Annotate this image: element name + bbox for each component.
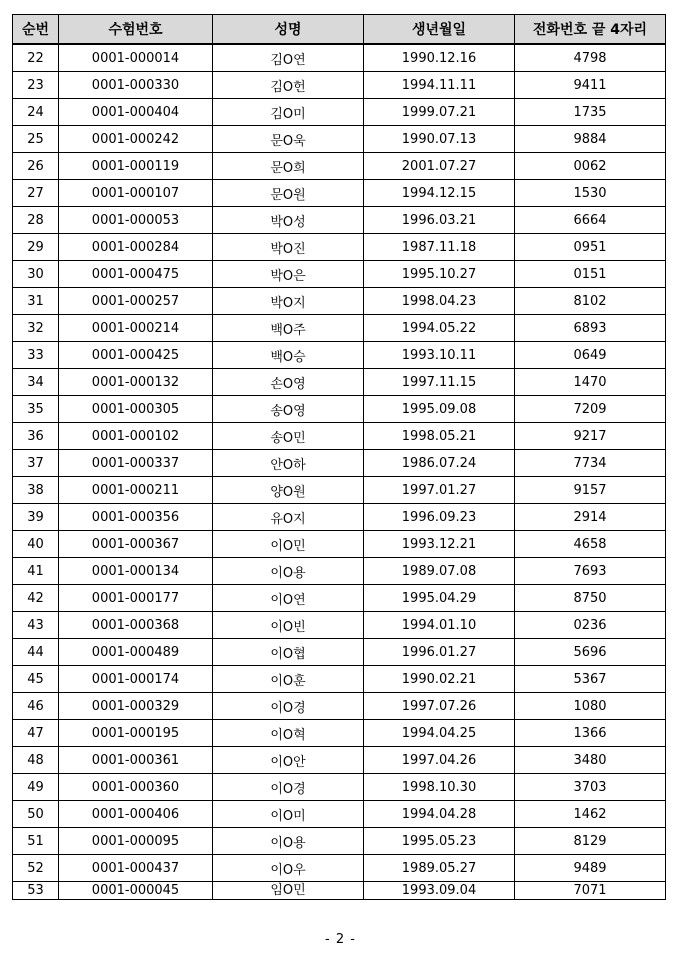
exam-number-cell: 0001-000195 (59, 720, 213, 747)
exam-number-cell: 0001-000107 (59, 180, 213, 207)
name-cell: 이O미 (213, 801, 364, 828)
birth-date-cell: 1994.01.10 (364, 612, 515, 639)
exam-number-cell: 0001-000257 (59, 288, 213, 315)
name-cell: 이O용 (213, 828, 364, 855)
exam-number-cell: 0001-000489 (59, 639, 213, 666)
header-seq: 순번 (13, 15, 59, 45)
birth-date-cell: 1994.05.22 (364, 315, 515, 342)
seq-cell: 39 (13, 504, 59, 531)
birth-date-cell: 1986.07.24 (364, 450, 515, 477)
seq-cell: 47 (13, 720, 59, 747)
table-row (13, 720, 666, 747)
exam-number-cell: 0001-000360 (59, 774, 213, 801)
phone-last4-cell: 8102 (515, 288, 666, 315)
birth-date-cell: 1990.07.13 (364, 126, 515, 153)
name-cell: 이O혁 (213, 720, 364, 747)
table-row (13, 801, 666, 828)
table-row (13, 450, 666, 477)
name-cell: 문O욱 (213, 126, 364, 153)
seq-cell: 37 (13, 450, 59, 477)
birth-date-cell: 1995.10.27 (364, 261, 515, 288)
name-cell: 김O연 (213, 44, 364, 72)
seq-cell: 46 (13, 693, 59, 720)
birth-date-cell: 1999.07.21 (364, 99, 515, 126)
applicant-roster-table (12, 14, 666, 900)
birth-date-cell: 1989.05.27 (364, 855, 515, 882)
exam-number-cell: 0001-000356 (59, 504, 213, 531)
name-cell: 박O은 (213, 261, 364, 288)
seq-cell: 45 (13, 666, 59, 693)
exam-number-cell: 0001-000425 (59, 342, 213, 369)
birth-date-cell: 1994.11.11 (364, 72, 515, 99)
phone-last4-cell: 9884 (515, 126, 666, 153)
seq-cell: 32 (13, 315, 59, 342)
exam-number-cell: 0001-000053 (59, 207, 213, 234)
birth-date-cell: 1987.11.18 (364, 234, 515, 261)
phone-last4-cell: 7734 (515, 450, 666, 477)
exam-number-cell: 0001-000475 (59, 261, 213, 288)
seq-cell: 35 (13, 396, 59, 423)
table-row (13, 504, 666, 531)
name-cell: 송O민 (213, 423, 364, 450)
page-number: - 2 - (325, 932, 356, 947)
seq-cell: 33 (13, 342, 59, 369)
phone-last4-cell: 1462 (515, 801, 666, 828)
seq-cell: 43 (13, 612, 59, 639)
seq-cell: 25 (13, 126, 59, 153)
table-row (13, 396, 666, 423)
seq-cell: 40 (13, 531, 59, 558)
birth-date-cell: 1998.10.30 (364, 774, 515, 801)
phone-last4-cell: 6893 (515, 315, 666, 342)
exam-number-cell: 0001-000337 (59, 450, 213, 477)
table-row (13, 342, 666, 369)
name-cell: 송O영 (213, 396, 364, 423)
exam-number-cell: 0001-000361 (59, 747, 213, 774)
name-cell: 이O경 (213, 774, 364, 801)
table-row (13, 423, 666, 450)
table-row (13, 693, 666, 720)
phone-last4-cell: 1735 (515, 99, 666, 126)
birth-date-cell: 1996.01.27 (364, 639, 515, 666)
name-cell: 안O하 (213, 450, 364, 477)
birth-date-cell: 1997.01.27 (364, 477, 515, 504)
name-cell: 이O협 (213, 639, 364, 666)
table-row (13, 666, 666, 693)
phone-last4-cell: 3703 (515, 774, 666, 801)
seq-cell: 24 (13, 99, 59, 126)
phone-last4-cell: 0151 (515, 261, 666, 288)
birth-date-cell: 1993.12.21 (364, 531, 515, 558)
name-cell: 이O훈 (213, 666, 364, 693)
phone-last4-cell: 0236 (515, 612, 666, 639)
header-exam-number: 수험번호 (59, 15, 213, 45)
phone-last4-cell: 5696 (515, 639, 666, 666)
table-row (13, 234, 666, 261)
name-cell: 이O민 (213, 531, 364, 558)
birth-date-cell: 1989.07.08 (364, 558, 515, 585)
exam-number-cell: 0001-000045 (59, 882, 213, 900)
name-cell: 임O민 (213, 882, 364, 900)
name-cell: 이O우 (213, 855, 364, 882)
exam-number-cell: 0001-000367 (59, 531, 213, 558)
name-cell: 손O영 (213, 369, 364, 396)
phone-last4-cell: 6664 (515, 207, 666, 234)
phone-last4-cell: 0951 (515, 234, 666, 261)
table-row (13, 99, 666, 126)
table-row (13, 585, 666, 612)
phone-last4-cell: 9411 (515, 72, 666, 99)
birth-date-cell: 1993.09.04 (364, 882, 515, 900)
table-row (13, 558, 666, 585)
birth-date-cell: 1990.12.16 (364, 44, 515, 72)
phone-last4-cell: 1470 (515, 369, 666, 396)
header-birth-date: 생년월일 (364, 15, 515, 45)
name-cell: 양O원 (213, 477, 364, 504)
table-row (13, 531, 666, 558)
birth-date-cell: 1994.04.28 (364, 801, 515, 828)
table-row (13, 72, 666, 99)
birth-date-cell: 2001.07.27 (364, 153, 515, 180)
phone-last4-cell: 4658 (515, 531, 666, 558)
header-row (13, 15, 666, 45)
seq-cell: 28 (13, 207, 59, 234)
table-row (13, 180, 666, 207)
birth-date-cell: 1998.05.21 (364, 423, 515, 450)
exam-number-cell: 0001-000368 (59, 612, 213, 639)
seq-cell: 26 (13, 153, 59, 180)
birth-date-cell: 1994.12.15 (364, 180, 515, 207)
birth-date-cell: 1996.09.23 (364, 504, 515, 531)
header-name: 성명 (213, 15, 364, 45)
birth-date-cell: 1990.02.21 (364, 666, 515, 693)
exam-number-cell: 0001-000406 (59, 801, 213, 828)
table-row (13, 612, 666, 639)
exam-number-cell: 0001-000174 (59, 666, 213, 693)
table-row (13, 315, 666, 342)
seq-cell: 41 (13, 558, 59, 585)
seq-cell: 49 (13, 774, 59, 801)
table-row (13, 288, 666, 315)
header-phone-last4: 전화번호 끝 4자리 (515, 15, 666, 45)
phone-last4-cell: 4798 (515, 44, 666, 72)
phone-last4-cell: 1080 (515, 693, 666, 720)
phone-last4-cell: 7693 (515, 558, 666, 585)
phone-last4-cell: 8129 (515, 828, 666, 855)
table-header (13, 15, 666, 45)
seq-cell: 52 (13, 855, 59, 882)
table-row (13, 855, 666, 882)
name-cell: 박O지 (213, 288, 364, 315)
name-cell: 이O빈 (213, 612, 364, 639)
exam-number-cell: 0001-000437 (59, 855, 213, 882)
seq-cell: 38 (13, 477, 59, 504)
seq-cell: 51 (13, 828, 59, 855)
birth-date-cell: 1994.04.25 (364, 720, 515, 747)
phone-last4-cell: 3480 (515, 747, 666, 774)
phone-last4-cell: 5367 (515, 666, 666, 693)
seq-cell: 44 (13, 639, 59, 666)
phone-last4-cell: 9157 (515, 477, 666, 504)
birth-date-cell: 1997.11.15 (364, 369, 515, 396)
seq-cell: 31 (13, 288, 59, 315)
exam-number-cell: 0001-000119 (59, 153, 213, 180)
birth-date-cell: 1998.04.23 (364, 288, 515, 315)
phone-last4-cell: 0062 (515, 153, 666, 180)
name-cell: 이O경 (213, 693, 364, 720)
table-row (13, 369, 666, 396)
table-row (13, 774, 666, 801)
name-cell: 김O헌 (213, 72, 364, 99)
table-row (13, 153, 666, 180)
exam-number-cell: 0001-000177 (59, 585, 213, 612)
phone-last4-cell: 1530 (515, 180, 666, 207)
seq-cell: 29 (13, 234, 59, 261)
exam-number-cell: 0001-000014 (59, 44, 213, 72)
seq-cell: 50 (13, 801, 59, 828)
birth-date-cell: 1997.07.26 (364, 693, 515, 720)
table-row (13, 639, 666, 666)
table-row (13, 828, 666, 855)
table-row (13, 261, 666, 288)
seq-cell: 22 (13, 44, 59, 72)
name-cell: 이O용 (213, 558, 364, 585)
seq-cell: 42 (13, 585, 59, 612)
phone-last4-cell: 0649 (515, 342, 666, 369)
exam-number-cell: 0001-000330 (59, 72, 213, 99)
name-cell: 박O진 (213, 234, 364, 261)
seq-cell: 30 (13, 261, 59, 288)
table-row (13, 207, 666, 234)
name-cell: 백O승 (213, 342, 364, 369)
table-row (13, 44, 666, 72)
phone-last4-cell: 2914 (515, 504, 666, 531)
exam-number-cell: 0001-000242 (59, 126, 213, 153)
seq-cell: 36 (13, 423, 59, 450)
phone-last4-cell: 9489 (515, 855, 666, 882)
table-row (13, 747, 666, 774)
birth-date-cell: 1996.03.21 (364, 207, 515, 234)
exam-number-cell: 0001-000404 (59, 99, 213, 126)
exam-number-cell: 0001-000134 (59, 558, 213, 585)
phone-last4-cell: 1366 (515, 720, 666, 747)
phone-last4-cell: 7071 (515, 882, 666, 900)
name-cell: 박O성 (213, 207, 364, 234)
seq-cell: 53 (13, 882, 59, 900)
table-body (13, 44, 666, 900)
exam-number-cell: 0001-000102 (59, 423, 213, 450)
phone-last4-cell: 7209 (515, 396, 666, 423)
name-cell: 이O연 (213, 585, 364, 612)
name-cell: 문O원 (213, 180, 364, 207)
name-cell: 문O희 (213, 153, 364, 180)
seq-cell: 27 (13, 180, 59, 207)
phone-last4-cell: 9217 (515, 423, 666, 450)
name-cell: 백O주 (213, 315, 364, 342)
table-row (13, 126, 666, 153)
seq-cell: 23 (13, 72, 59, 99)
exam-number-cell: 0001-000284 (59, 234, 213, 261)
seq-cell: 48 (13, 747, 59, 774)
birth-date-cell: 1997.04.26 (364, 747, 515, 774)
name-cell: 유O지 (213, 504, 364, 531)
birth-date-cell: 1995.04.29 (364, 585, 515, 612)
birth-date-cell: 1993.10.11 (364, 342, 515, 369)
name-cell: 김O미 (213, 99, 364, 126)
seq-cell: 34 (13, 369, 59, 396)
birth-date-cell: 1995.05.23 (364, 828, 515, 855)
table-row (13, 477, 666, 504)
exam-number-cell: 0001-000211 (59, 477, 213, 504)
birth-date-cell: 1995.09.08 (364, 396, 515, 423)
exam-number-cell: 0001-000214 (59, 315, 213, 342)
name-cell: 이O안 (213, 747, 364, 774)
exam-number-cell: 0001-000095 (59, 828, 213, 855)
exam-number-cell: 0001-000132 (59, 369, 213, 396)
exam-number-cell: 0001-000329 (59, 693, 213, 720)
table-row (13, 882, 666, 900)
exam-number-cell: 0001-000305 (59, 396, 213, 423)
phone-last4-cell: 8750 (515, 585, 666, 612)
